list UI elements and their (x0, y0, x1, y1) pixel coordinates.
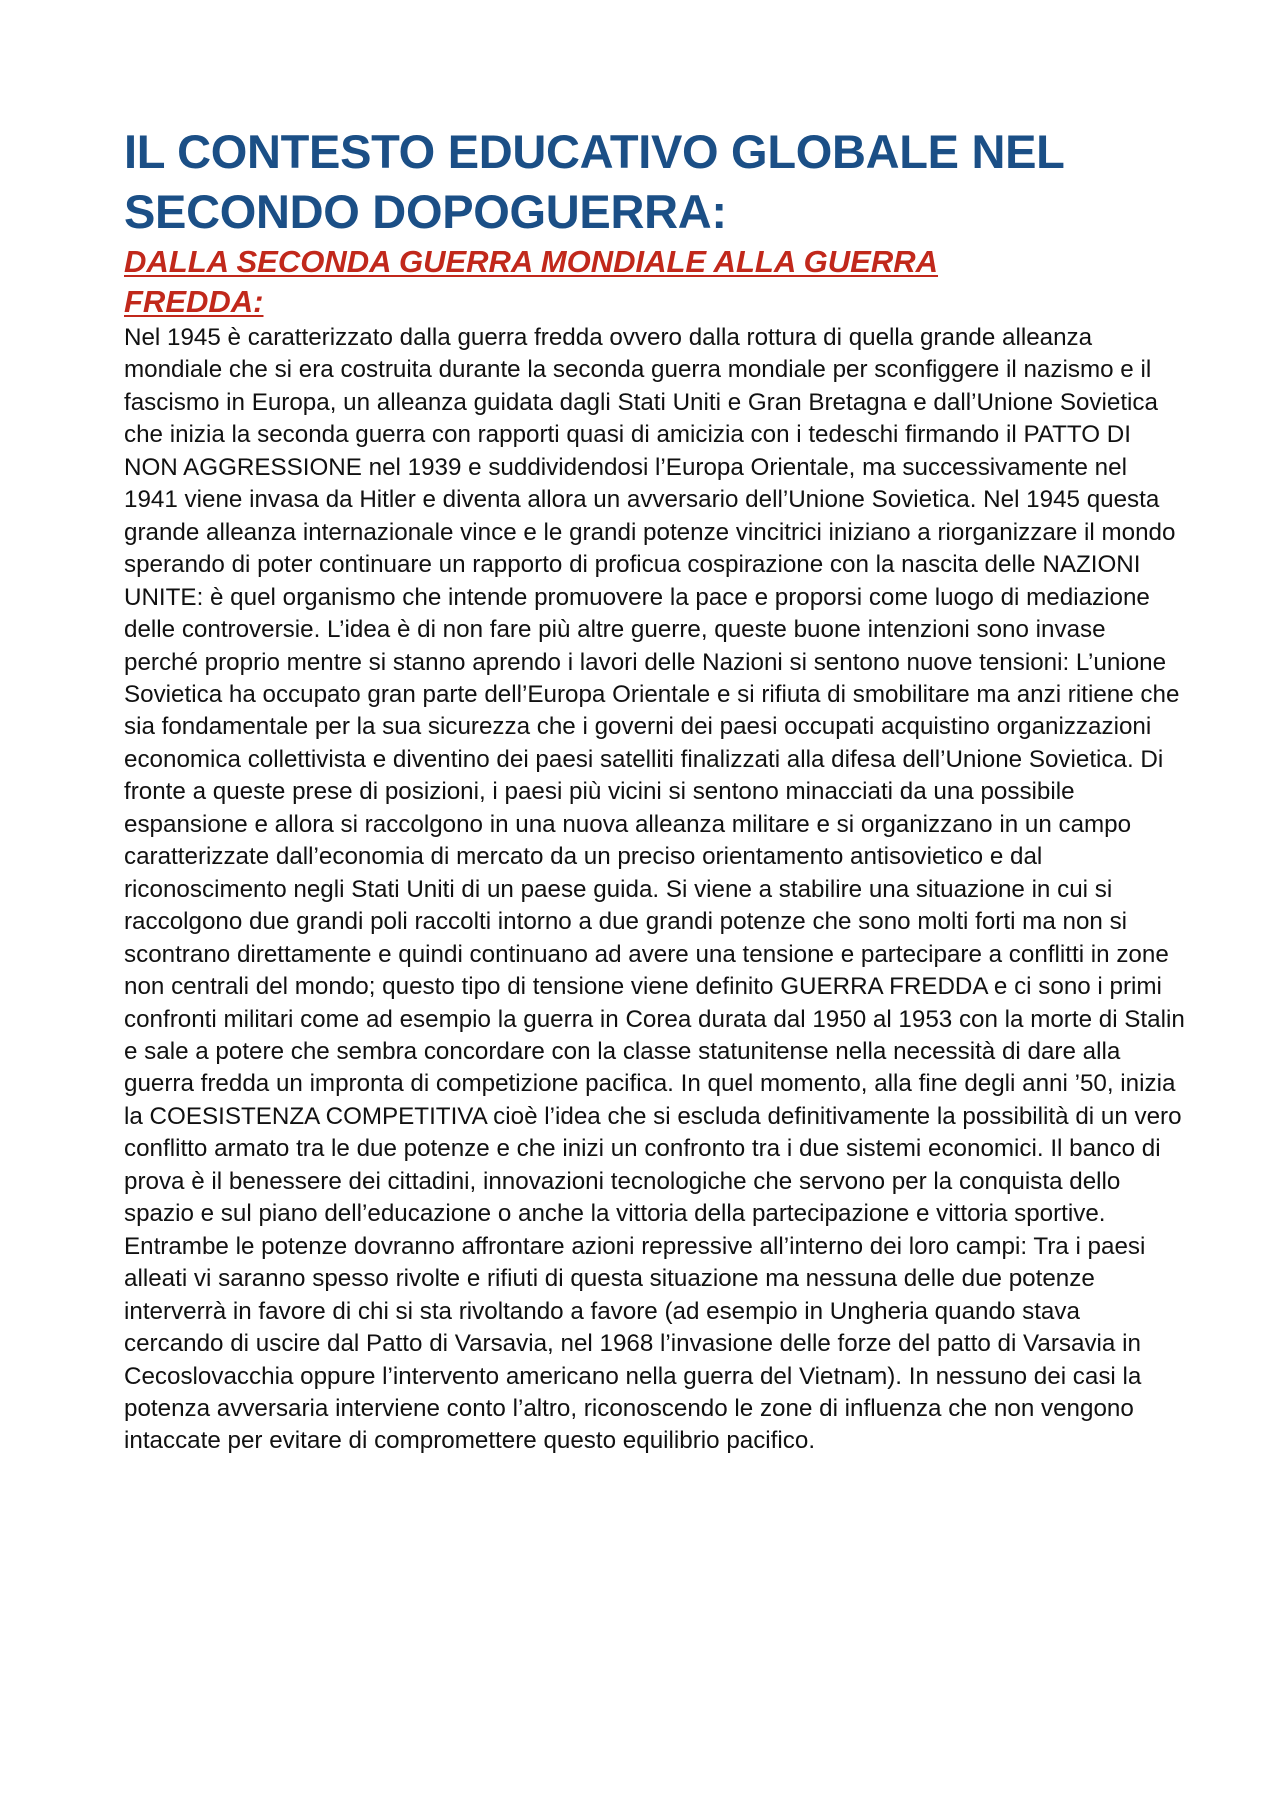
key-term: NAZIONI UNITE (124, 551, 1141, 611)
key-term: COESISTENZA COMPETITIVA (149, 1102, 487, 1130)
page-title: IL CONTESTO EDUCATIVO GLOBALE NEL SECONDO DOPOGUERRA: (124, 125, 1064, 238)
paragraph-text: e ci sono i primi confronti militari come ad esempio la guerra in Corea durata dal 1950 al 1953 con la morte di Stalin e sale a potere che sembra concordare con la classe statunitense nella necessità di dare alla guerra fredda un impronta di competizione pacifica. In quel momento, alla fine degli anni ’50, inizia la (124, 973, 1185, 1130)
section-subtitle: DALLA SECONDA GUERRA MONDIALE ALLA GUERRA FREDDA: (124, 244, 939, 319)
paragraph-text: nel 1939 e suddividendosi l’Europa Orientale, ma successivamente nel 1941 viene invasa da Hitler e diventa allora un avversario dell’Unione Sovietica. Nel 1945 questa grande alleanza internazionale vince e le grandi potenze vincitrici iniziano a riorganizzare il mondo sperando di poter continuare un rapporto di proficua cospirazione con la nascita delle (124, 453, 1176, 579)
key-term: PATTO DI NON AGGRESSIONE (124, 421, 1131, 481)
key-term: GUERRA FREDDA (780, 973, 988, 1001)
document-page (124, 122, 1184, 1458)
paragraph-text: : è quel organismo che intende promuovere la pace e proporsi come luogo di mediazione delle controversie. L’idea è di non fare più altre guerre, queste buone intenzioni sono invase perché proprio mentre si stanno aprendo i lavori delle Nazioni si sentono nuove tensioni: L’unione Sovietica ha occupato gran parte dell’Europa Orientale e si rifiuta di smobilitare ma anzi ritiene che sia fondamentale per la sua sicurezza che i governi dei paesi occupati acquistino organizzazioni economica collettivista e diventino dei paesi satelliti finalizzati alla difesa dell’Unione Sovietica. Di fronte a queste prese di posizioni, i paesi più vicini si sentono minacciati da una possibile espansione e allora si raccolgono in una nuova alleanza militare e si organizzano in un campo caratterizzate dall’economia di mercato da un preciso orientamento antisovietico e dal riconoscimento negli Stati Uniti di un paese guida. Si viene a stabilire una situazione in cui si raccolgono due grandi poli raccolti intorno a due grandi potenze che sono molti forti ma non si scontrano direttamente e quindi continuano ad avere una tensione e partecipare a conflitti in zone non centrali del mondo; questo tipo di tensione viene definito (124, 583, 1180, 1001)
paragraph-text: cioè l’idea che si escluda definitivamente la possibilità di un vero conflitto armato tra le due potenze e che inizi un confronto tra i due sistemi economici. Il banco di prova è il benessere dei cittadini, innovazioni tecnologiche che servono per la conquista dello spazio e sul piano dell’educazione o anche la vittoria della partecipazione e vittoria sportive. Entrambe le potenze dovranno affrontare azioni repressive all’interno dei loro campi: Tra i paesi alleati vi saranno spesso rivolte e rifiuti di questa situazione ma nessuna delle due potenze interverrà in favore di chi si sta rivoltando a favore (ad esempio in Ungheria quando stava cercando di uscire dal Patto di Varsavia, nel 1968 l’invasione delle forze del patto di Varsavia in Cecoslovacchia oppure l’intervento americano nella guerra del Vietnam). In nessuno dei casi la potenza avversaria interviene conto l’altro, riconoscendo le zone di influenza che non vengono intaccate per evitare di compromettere questo equilibrio pacifico. (124, 1102, 1182, 1455)
body-paragraph (124, 322, 1186, 1458)
paragraph-text: Nel 1945 è caratterizzato dalla guerra fredda ovvero dalla rottura di quella grande alleanza mondiale che si era costruita durante la seconda guerra mondiale per sconfiggere il nazismo e il fascismo in Europa, un alleanza guidata dagli Stati Uniti e Gran Bretagna e dall’Unione Sovietica che inizia la seconda guerra con rapporti quasi di amicizia con i tedeschi firmando il (124, 324, 1158, 449)
